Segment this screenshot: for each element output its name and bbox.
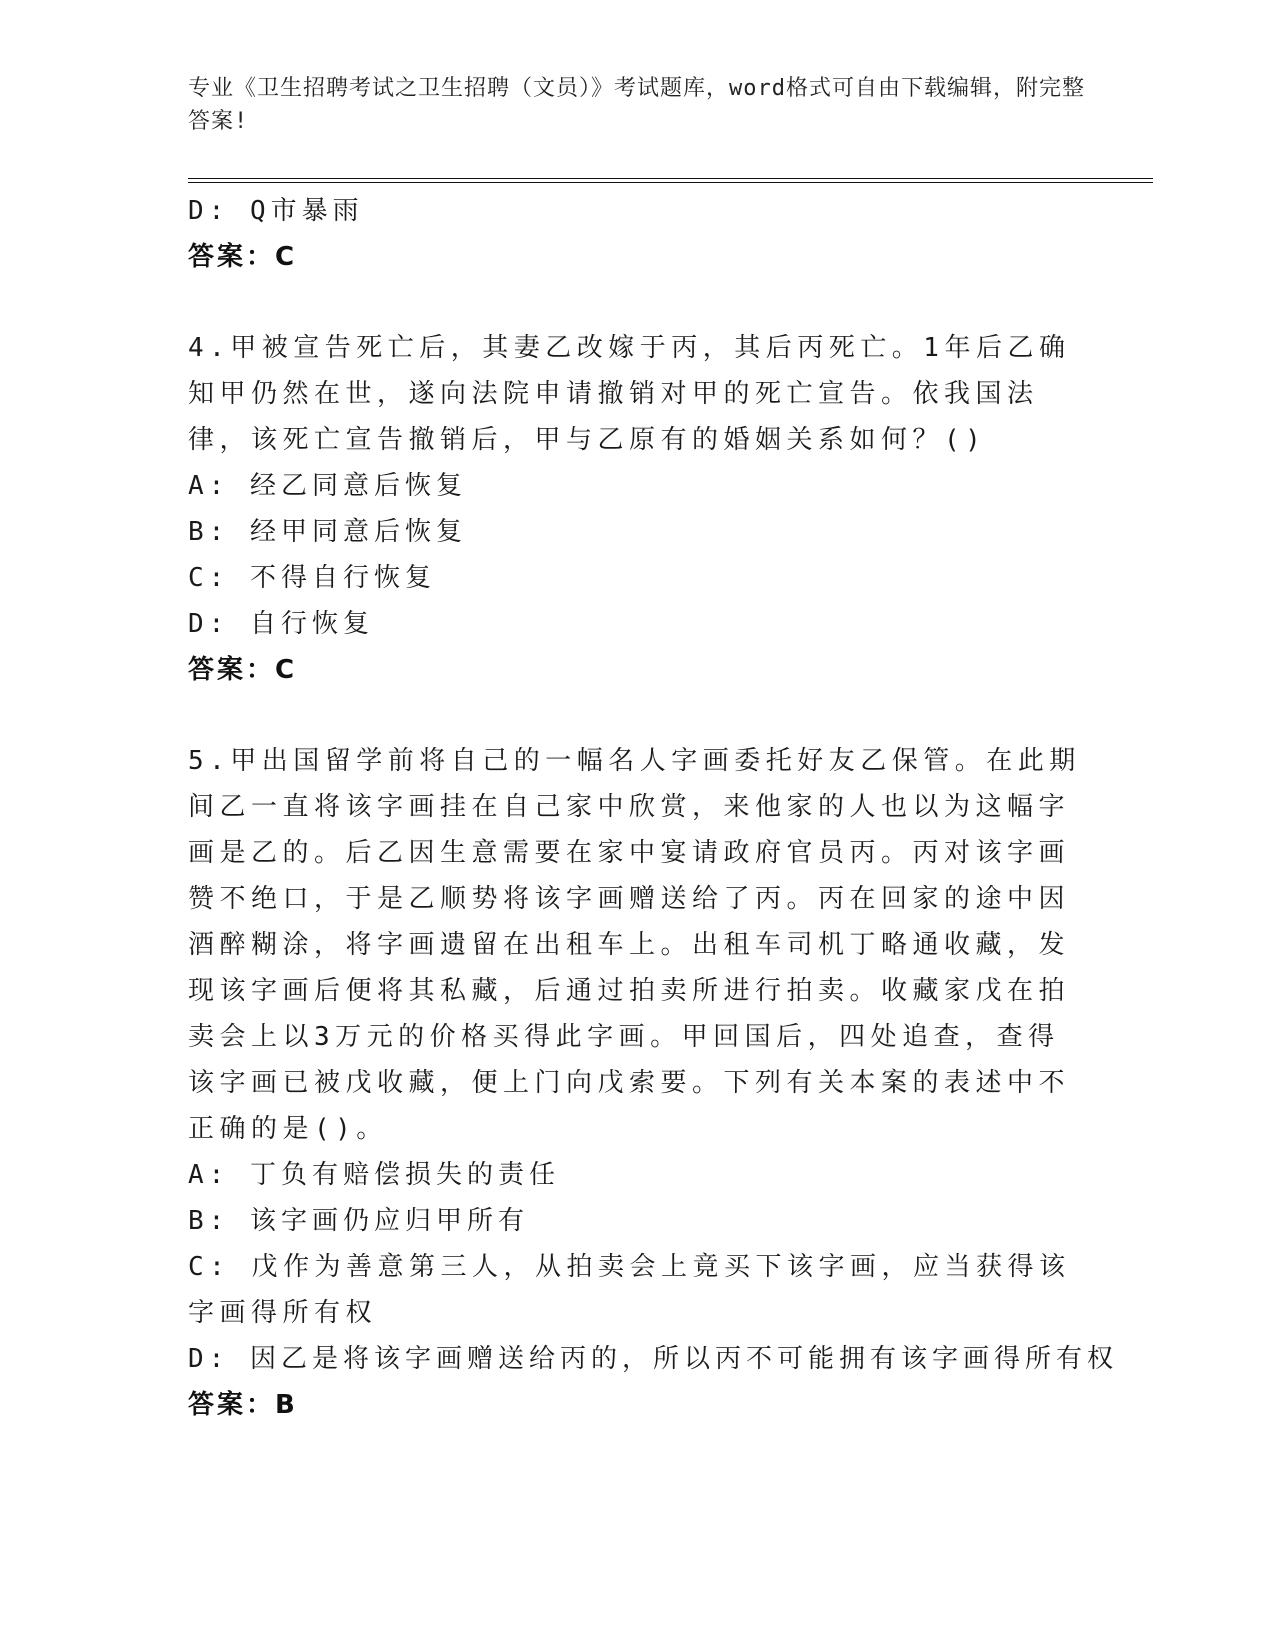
question-4-option-d: D: 自行恢复 <box>188 609 374 639</box>
question-5-option-b: B: 该字画仍应归甲所有 <box>188 1206 529 1236</box>
header-divider-bottom <box>188 182 1153 183</box>
question-4-option-c: C: 不得自行恢复 <box>188 563 436 593</box>
prev-question-option-d: D: Q市暴雨 <box>188 196 364 226</box>
question-5-answer: 答案：B <box>188 1390 298 1420</box>
header-divider-top <box>188 178 1153 179</box>
question-4-text: 4.甲被宣告死亡后，其妻乙改嫁于丙，其后丙死亡。1年后乙确知甲仍然在世，遂向法院申请撤销对甲的死亡宣告。依我国法律，该死亡宣告撤销后，甲与乙原有的婚姻关系如何？() <box>188 333 1071 455</box>
question-spacer <box>188 693 1088 738</box>
question-5-option-c: C: 戊作为善意第三人，从拍卖会上竟买下该字画，应当获得该字画得所有权 <box>188 1252 1071 1328</box>
question-4-option-b: B: 经甲同意后恢复 <box>188 517 467 547</box>
question-list <box>188 188 1118 1428</box>
question-spacer <box>188 280 1088 325</box>
question-5-text: 5.甲出国留学前将自己的一幅名人字画委托好友乙保管。在此期间乙一直将该字画挂在自己家中欣赏，来他家的人也以为这幅字画是乙的。后乙因生意需要在家中宴请政府官员丙。丙对该字画赞不绝口，于是乙顺势将该字画赠送给了丙。丙在回家的途中因酒醉糊涂，将字画遗留在出租车上。出租车司机丁略通收藏，发现该字画后便将其私藏，后通过拍卖所进行拍卖。收藏家戊在拍卖会上以3万元的价格买得此字画。甲回国后，四处追查，查得该字画已被戊收藏，便上门向戊索要。下列有关本案的表述中不正确的是()。 <box>188 746 1081 1144</box>
question-4-option-a: A: 经乙同意后恢复 <box>188 471 467 501</box>
question-5-option-d: D: 因乙是将该字画赠送给丙的，所以丙不可能拥有该字画得所有权 <box>188 1344 1118 1374</box>
question-5-option-a: A: 丁负有赔偿损失的责任 <box>188 1160 560 1190</box>
document-header: 专业《卫生招聘考试之卫生招聘（文员）》考试题库，word格式可自由下载编辑，附完整答案! <box>188 76 1085 134</box>
prev-question-answer: 答案：C <box>188 242 298 272</box>
question-4-answer: 答案：C <box>188 655 298 685</box>
